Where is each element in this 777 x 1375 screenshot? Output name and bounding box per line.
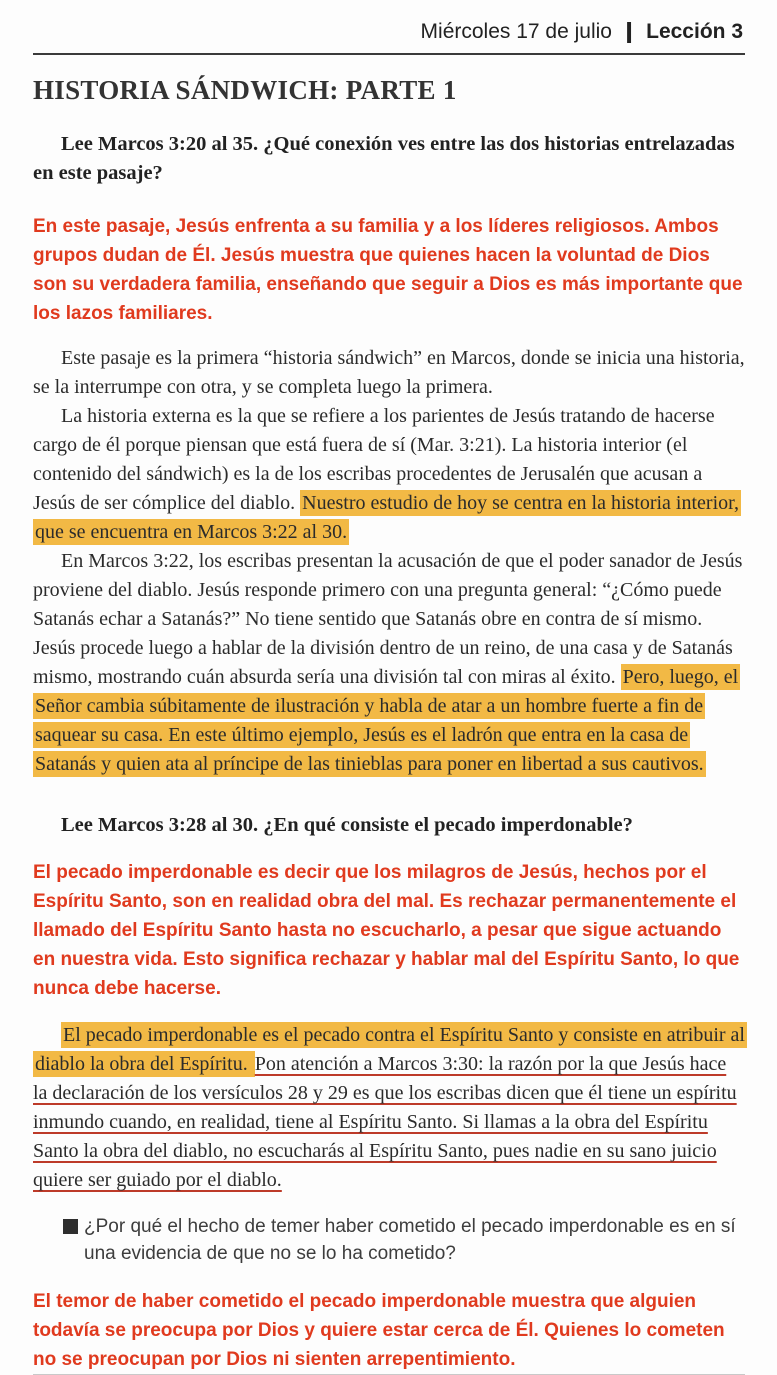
paragraph-2 xyxy=(33,402,745,547)
header-lesson-number: Lección 3 xyxy=(646,20,743,43)
handwritten-answer-1: En este pasaje, Jesús enfrenta a su familia y a los líderes religiosos. Ambos grupos dudan de Él. Jesús muestra que quienes hacen la voluntad de Dios son su verdadera familia, enseñando que seguir a Dios es más importante que los lazos familiares. xyxy=(33,216,743,324)
page-header xyxy=(33,12,745,55)
paragraph-4 xyxy=(33,1021,745,1195)
paragraph-3 xyxy=(33,547,745,779)
handwritten-answer-2: El pecado imperdonable es decir que los milagros de Jesús, hechos por el Espíritu Santo, son en realidad obra del mal. Es rechazar permanentemente el llamado del Espíritu Santo hasta no escucharlo, a pesar que sigue actuando en nuestra vida. Esto significa rechazar y hablar mal del Espíritu Santo, lo que nunca debe hacerse. xyxy=(33,862,740,999)
question-2: Lee Marcos 3:28 al 30. ¿En qué consiste el pecado imperdonable? xyxy=(61,814,633,836)
header-separator: | xyxy=(624,18,634,43)
discussion-question-text: ¿Por qué el hecho de temer haber cometido el pecado imperdonable es en sí una evidencia de que no se lo ha cometido? xyxy=(84,1216,736,1264)
handwritten-answer-3: El temor de haber cometido el pecado imperdonable muestra que alguien todavía se preocupa por Dios y quiere estar cerca de Él. Quienes lo cometen no se preocupan por Dios ni sienten arrepentimiento. xyxy=(33,1291,725,1370)
square-bullet-icon xyxy=(63,1219,78,1234)
paragraph-3-text: En Marcos 3:22, los escribas presentan la acusación de que el poder sanador de Jesús proviene del diablo. Jesús responde primero con una pregunta general: “¿Cómo puede Satanás echar a Satanás?” No tiene sentido que Satanás obre en contra de sí mismo. Jesús procede luego a hablar de la división dentro de un reino, de una casa y de Satanás mismo, mostrando cuán absurda sería una división tal con miras al éxito. xyxy=(33,550,743,688)
paragraph-2-text: La historia externa es la que se refiere a los parientes de Jesús tratando de hacerse cargo de él porque piensan que está fuera de sí (Mar. 3:21). La historia interior (el contenido del sándwich) es la de los escribas procedentes de Jerusalén que acusan a Jesús de ser cómplice del diablo. xyxy=(33,405,715,514)
question-1: Lee Marcos 3:20 al 35. ¿Qué conexión ves entre las dos historias entrelazadas en este pasaje? xyxy=(33,133,735,184)
red-underlined-text: Pon atención a Marcos 3:30: la razón por la que Jesús hace la declaración de los versículos 28 y 29 es que los escribas dicen que él tiene un espíritu inmundo cuando, en realidad, tiene al Espíritu Santo. Si llamas a la obra del Espíritu Santo la obra del diablo, no escucharás al Espíritu Santo, pues nadie en su sano juicio quiere ser guiado por el diablo. xyxy=(33,1053,737,1191)
highlighted-text-1: Nuestro estudio de hoy se centra en la historia interior, que se encuentra en Marcos 3:22 al 30. xyxy=(35,492,740,543)
paragraph-1: Este pasaje es la primera “historia sándwich” en Marcos, donde se inicia una historia, se la interrumpe con otra, y se completa luego la primera. xyxy=(33,347,745,398)
discussion-question xyxy=(63,1213,745,1267)
highlighted-text-3: El pecado imperdonable es el pecado contra el Espíritu Santo y consiste en atribuir al diablo la obra del Espíritu. xyxy=(35,1024,745,1075)
highlighted-text-2: Pero, luego, el Señor cambia súbitamente de ilustración y habla de atar a un hombre fuerte a fin de saquear su casa. En este último ejemplo, Jesús es el ladrón que entra en la casa de Satanás y quien ata al príncipe de las tinieblas para poner en libertad a sus cautivos. xyxy=(35,666,739,775)
header-date: Miércoles 17 de julio xyxy=(420,20,612,43)
page-title: HISTORIA SÁNDWICH: PARTE 1 xyxy=(33,75,457,105)
